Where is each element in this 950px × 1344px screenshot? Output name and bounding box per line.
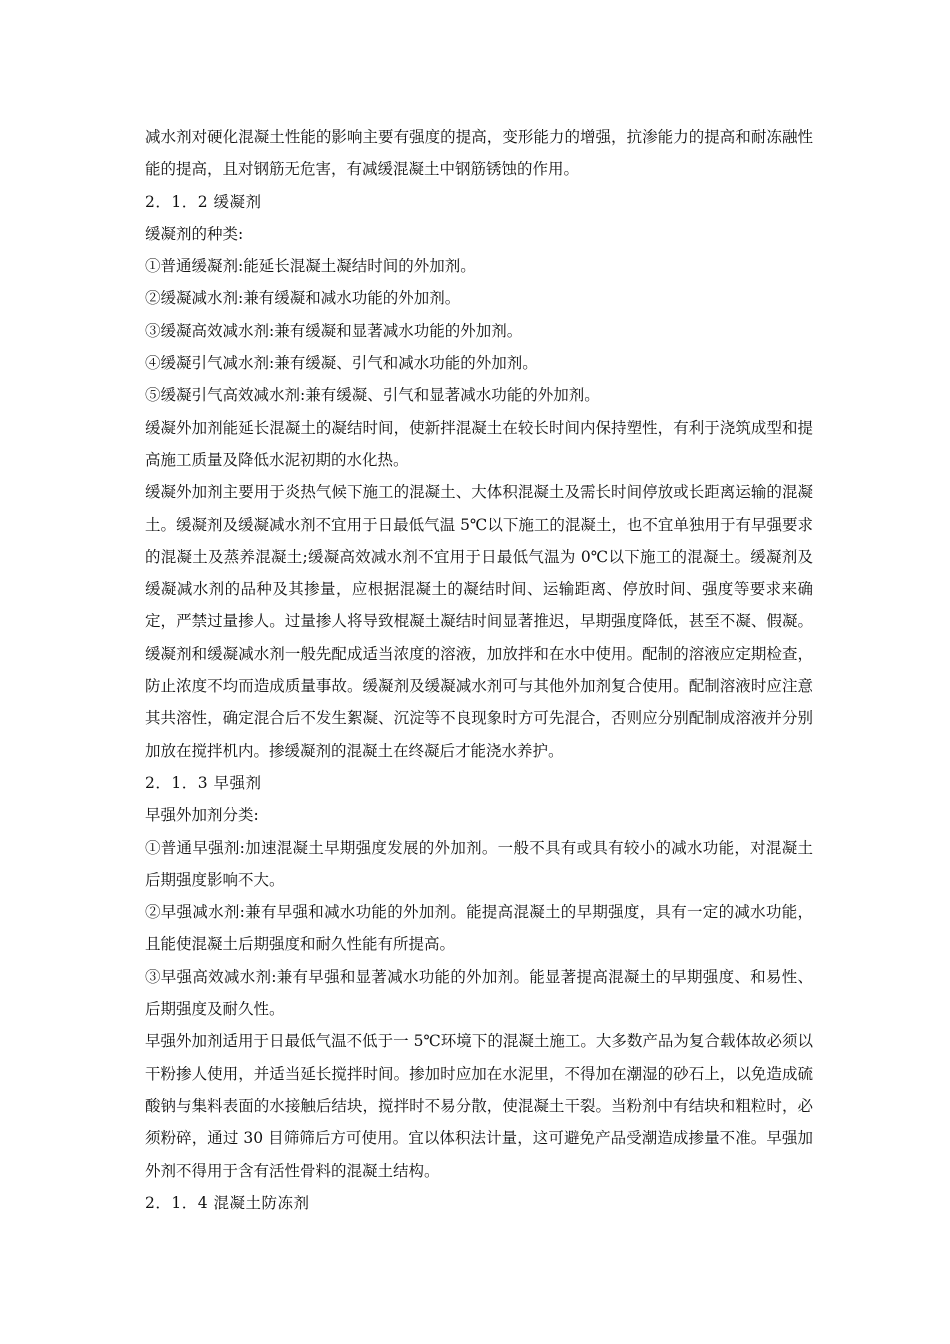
paragraph-retarder-usage: 缓凝外加剂主要用于炎热气候下施工的混凝土、大体积混凝土及需长时间停放或长距离运输的混凝土。缓凝剂及缓凝减水剂不宜用于日最低气温 5℃以下施工的混凝土，也不宜单独用于有早强要求的混凝土及蒸养混凝土;缓凝高效减水剂不宜用于日最低气温为 0℃以下施工的混凝土。缓凝剂及缓凝减水剂的品种及其掺量，应根据混凝土的凝结时间、运输距离、停放时间、强度等要求来确定，严禁过量掺人。过量掺人将导致棍凝土凝结时间显著推迟，早期强度降低，甚至不凝、假凝。缓凝剂和缓凝减水剂一般先配成适当浓度的溶液，加放拌和在水中使用。配制的溶液应定期检查，防止浓度不均而造成质量事故。缓凝剂及缓凝减水剂可与其他外加剂复合使用。配制溶液时应注意其共溶性，确定混合后不发生絮凝、沉淀等不良现象时方可先混合，否则应分别配制成溶液并分别加放在搅拌机内。掺缓凝剂的混凝土在终凝后才能浇水养护。 — [145, 483, 813, 760]
paragraph-water-reducer-effects: 减水剂对硬化混凝土性能的影响主要有强度的提高，变形能力的增强，抗渗能力的提高和耐冻融性能的提高，且对钢筋无危害，有减缓混凝土中钢筋锈蚀的作用。 — [145, 128, 813, 179]
paragraph-retarder-benefits: 缓凝外加剂能延长混凝土的凝结时间，使新拌混凝土在较长时间内保持塑性，有利于浇筑成型和提高施工质量及降低水泥初期的水化热。 — [145, 418, 813, 469]
list-item-retarder-5: ⑤缓凝引气高效减水剂:兼有缓凝、引气和显著减水功能的外加剂。 — [145, 386, 600, 405]
list-item-early-strength-3: ③早强高效减水剂:兼有早强和显著减水功能的外加剂。能显著提高混凝土的早期强度、和易性、后期强度及耐久性。 — [145, 967, 813, 1019]
list-item-early-strength-2: ②早强减水剂:兼有早强和减水功能的外加剂。能提高混凝土的早期强度，具有一定的减水功能，且能使混凝土后期强度和耐久性能有所提高。 — [145, 903, 813, 954]
list-item-retarder-4: ④缓凝引气减水剂:兼有缓凝、引气和减水功能的外加剂。 — [145, 354, 538, 373]
document-body — [145, 121, 813, 1219]
list-item-retarder-2: ②缓凝减水剂:兼有缓凝和减水功能的外加剂。 — [145, 289, 461, 308]
section-heading-2-1-4: 2．1．4 混凝土防冻剂 — [145, 1193, 310, 1212]
list-item-retarder-3: ③缓凝高效减水剂:兼有缓凝和显著减水功能的外加剂。 — [145, 321, 523, 340]
paragraph-retarder-types-intro: 缓凝剂的种类: — [145, 224, 244, 243]
list-item-early-strength-1: ①普通早强剂:加速混凝土早期强度发展的外加剂。一般不具有或具有较小的减水功能，对混凝土后期强度影响不大。 — [145, 838, 813, 889]
paragraph-early-strength-types-intro: 早强外加剂分类: — [145, 806, 259, 825]
section-heading-2-1-3: 2．1．3 早强剂 — [145, 773, 262, 792]
section-heading-2-1-2: 2．1．2 缓凝剂 — [145, 192, 262, 211]
list-item-retarder-1: ①普通缓凝剂:能延长混凝土凝结时间的外加剂。 — [145, 257, 476, 276]
paragraph-early-strength-usage: 早强外加剂适用于日最低气温不低于一 5℃环境下的混凝土施工。大多数产品为复合载体故必须以干粉掺人使用，并适当延长搅拌时间。掺加时应加在水泥里，不得加在潮湿的砂石上，以免造成硫酸钠与集料表面的水接触后结块，搅拌时不易分散，使混凝土干裂。当粉剂中有结块和粗粒时，必须粉碎，通过 30 目筛筛后方可使用。宜以体积法计量，这可避免产品受潮造成掺量不准。早强加外剂不得用于含有活性骨料的混凝土结构。 — [145, 1032, 813, 1180]
